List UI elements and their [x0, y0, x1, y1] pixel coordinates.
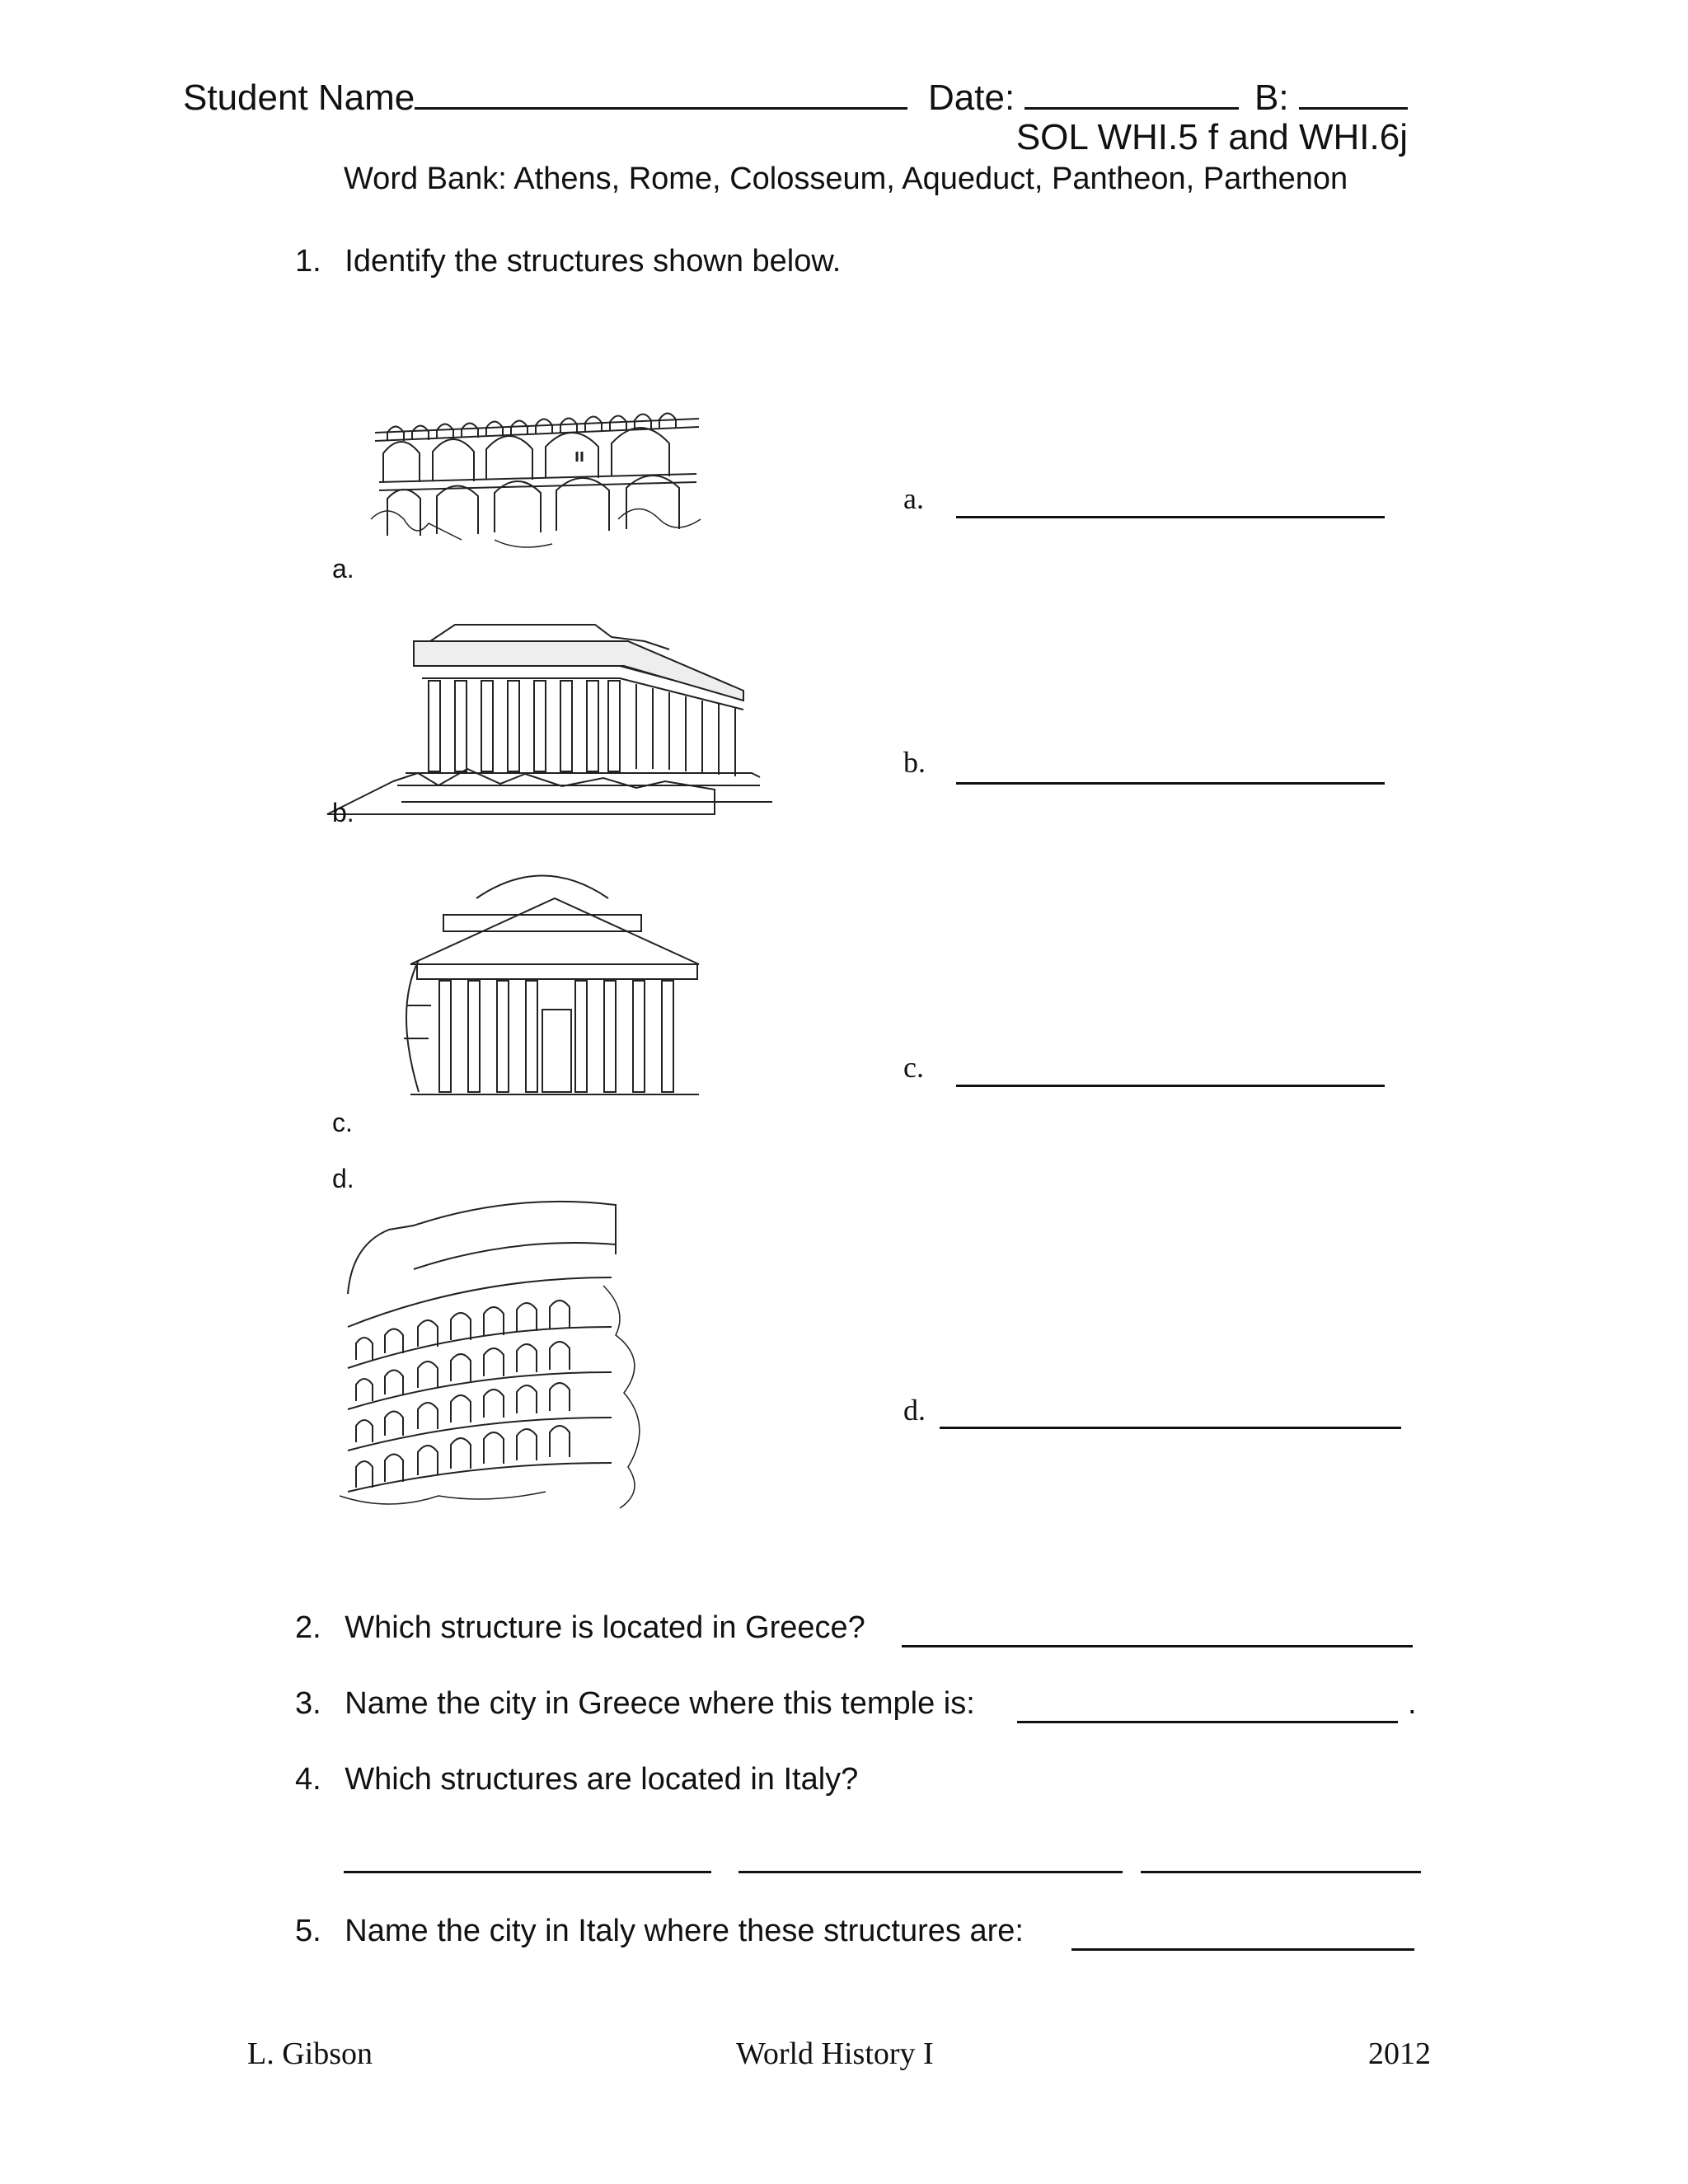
pantheon-columns	[439, 981, 673, 1092]
question-4-answer-line-2[interactable]	[738, 1871, 1123, 1873]
parthenon-front-columns	[429, 681, 620, 771]
answer-label-d: d.	[903, 1394, 926, 1427]
answer-line-a[interactable]	[956, 516, 1385, 518]
footer-author: L. Gibson	[247, 2036, 373, 2071]
sol-reference: SOL WHI.5 f and WHI.6j	[1015, 117, 1408, 157]
date-line	[928, 74, 1239, 119]
question-1	[295, 244, 841, 279]
answer-line-c[interactable]	[956, 1085, 1385, 1087]
answer-label-b: b.	[903, 746, 926, 779]
date-label: Date:	[928, 77, 1015, 118]
picture-label-d: d.	[332, 1164, 354, 1193]
question-2-answer-line[interactable]	[902, 1645, 1413, 1647]
footer-course: World History I	[736, 2036, 934, 2071]
colosseum-drawing-icon	[340, 1203, 649, 1516]
question-4-number: 4.	[295, 1762, 321, 1797]
question-4	[295, 1762, 858, 1797]
student-name-line	[183, 74, 907, 119]
question-3	[295, 1686, 975, 1722]
colosseum-top-tier	[348, 1202, 616, 1294]
question-4-text: Which structures are located in Italy?	[345, 1762, 859, 1797]
student-name-label: Student Name	[183, 77, 415, 118]
aqueduct-lower-arches	[387, 476, 679, 536]
block-line	[1254, 74, 1408, 119]
picture-label-a: a.	[332, 554, 354, 583]
question-5-answer-line[interactable]	[1071, 1948, 1414, 1951]
block-label: B:	[1254, 77, 1289, 118]
block-field[interactable]	[1299, 74, 1408, 110]
aqueduct-upper-arches	[387, 414, 676, 442]
colosseum-arches	[356, 1301, 570, 1488]
footer-year: 2012	[1368, 2036, 1431, 2071]
question-3-period: .	[1408, 1686, 1417, 1721]
question-2	[295, 1610, 865, 1646]
parthenon-side-columns	[636, 684, 735, 776]
aqueduct-middle-arches	[383, 428, 669, 482]
pantheon-drawing-icon	[394, 865, 699, 1104]
question-2-text: Which structure is located in Greece?	[345, 1610, 865, 1645]
question-3-number: 3.	[295, 1686, 321, 1721]
question-5-text: Name the city in Italy where these structures are:	[345, 1914, 1024, 1948]
picture-label-b: b.	[332, 798, 354, 827]
pantheon-dome	[476, 876, 608, 899]
question-2-number: 2.	[295, 1610, 321, 1645]
answer-line-d[interactable]	[940, 1427, 1401, 1429]
parthenon-drawing-icon	[389, 616, 785, 814]
question-5-number: 5.	[295, 1914, 321, 1948]
word-bank: Word Bank: Athens, Rome, Colosseum, Aqueduct, Pantheon, Parthenon	[344, 162, 1348, 196]
picture-label-c: c.	[332, 1108, 353, 1137]
question-3-text: Name the city in Greece where this temple is:	[345, 1686, 975, 1721]
question-4-answer-line-1[interactable]	[344, 1871, 711, 1873]
aqueduct-drawing-icon	[371, 396, 701, 552]
date-field[interactable]	[1025, 74, 1239, 110]
answer-label-c: c.	[903, 1051, 924, 1084]
question-1-number: 1.	[295, 244, 321, 279]
question-1-text: Identify the structures shown below.	[345, 244, 842, 279]
question-5	[295, 1914, 1024, 1949]
student-name-field[interactable]	[415, 74, 907, 110]
answer-line-b[interactable]	[956, 782, 1385, 785]
answer-label-a: a.	[903, 482, 924, 515]
question-4-answer-line-3[interactable]	[1141, 1871, 1421, 1873]
question-3-answer-line[interactable]	[1017, 1721, 1398, 1723]
